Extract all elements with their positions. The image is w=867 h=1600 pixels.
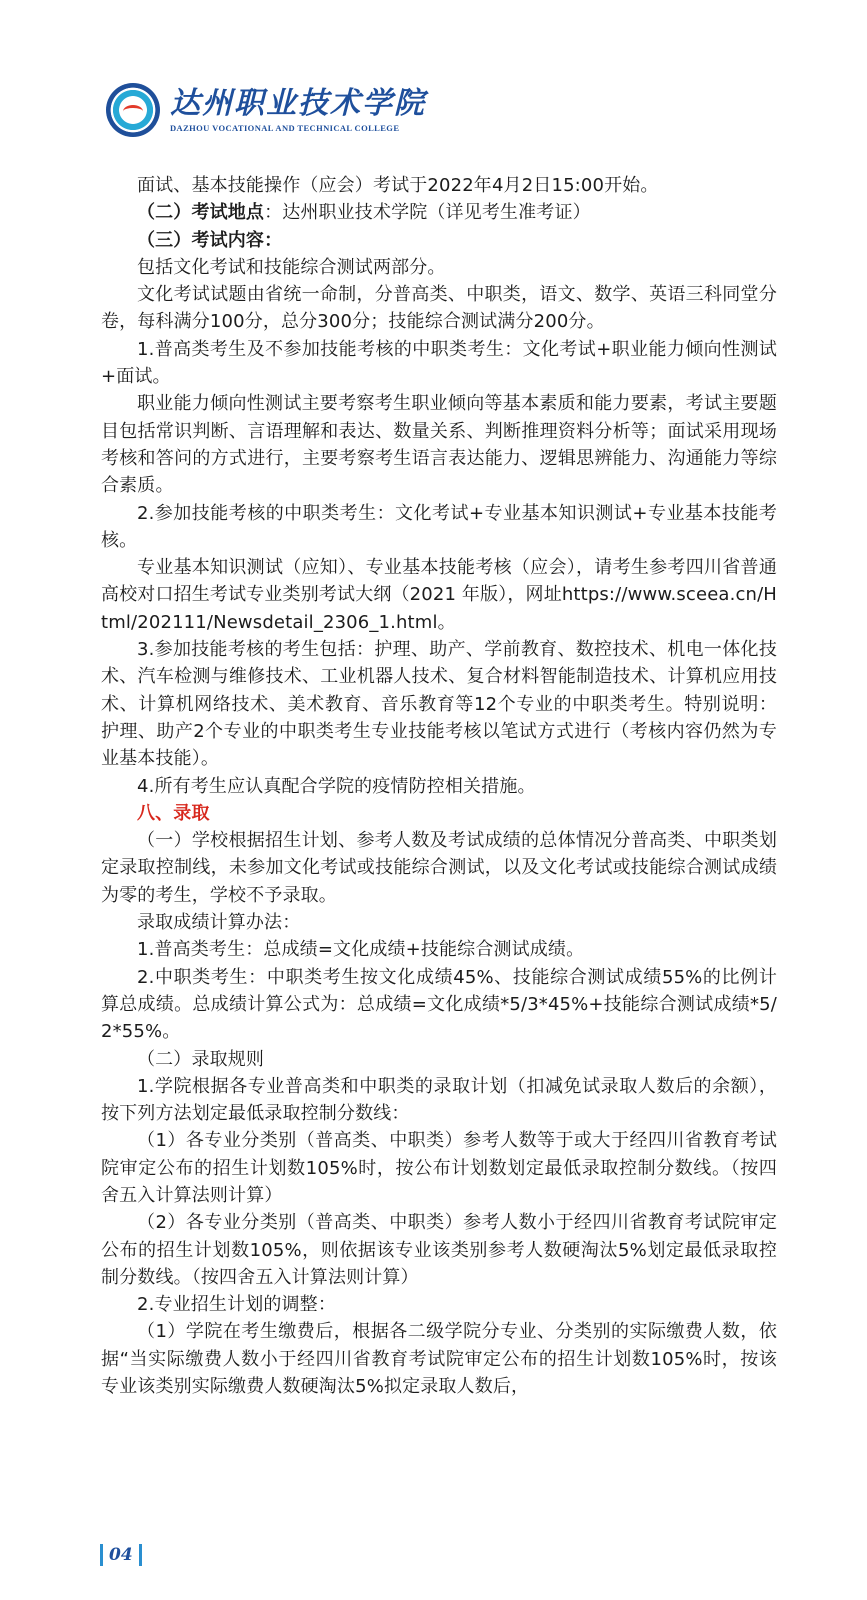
paragraph: （二）录取规则 (137, 1048, 265, 1070)
paragraph: 录取成绩计算办法： (137, 912, 301, 934)
footer-bar-right (139, 1544, 142, 1566)
document-body (101, 172, 777, 1400)
paragraph: 面试、基本技能操作（应会）考试于2022年4月2日15:00开始。 (137, 175, 659, 196)
paragraph: 3.参加技能考核的考生包括：护理、助产、学前教育、数控技术、机电一体化技术、汽车检测与维修技术、工业机器人技术、复合材料智能制造技术、计算机应用技术、计算机网络技术、美术教育、音乐教育等12个专业的中职类考生。特别说明：护理、助产2个专业的中职类考生专业技能考核以笔试方式进行（考核内容仍然为专业基本技能）。 (101, 639, 777, 770)
paragraph: （一）学校根据招生计划、参考人数及考试成绩的总体情况分普高类、中职类划定录取控制线，未参加文化考试或技能综合测试，以及文化考试或技能综合测试成绩为零的考生，学校不予录取。 (101, 830, 777, 906)
paragraph: 文化考试试题由省统一命制，分普高类、中职类，语文、数学、英语三科同堂分卷，每科满分100分，总分300分；技能综合测试满分200分。 (101, 284, 777, 333)
paragraph: （三）考试内容： (137, 229, 283, 251)
paragraph: 专业基本知识测试（应知）、专业基本技能考核（应会），请考生参考四川省普通高校对口招生考试专业类别考试大纲（2021 年版），网址https://www.sceea.cn/Html/202111/Newsdetail_2306_1.html。 (101, 557, 777, 633)
section-heading: 八、录取 (137, 802, 210, 824)
school-name-en: DAZHOU VOCATIONAL AND TECHNICAL COLLEGE (170, 123, 400, 133)
paragraph: （2）各专业分类别（普高类、中职类）参考人数小于经四川省教育考试院审定公布的招生计划数105%，则依据该专业该类别参考人数硬淘汰5%划定最低录取控制分数线。（按四舍五入计算法则计算） (101, 1212, 777, 1288)
paragraph: 职业能力倾向性测试主要考察考生职业倾向等基本素质和能力要素，考试主要题目包括常识判断、言语理解和表达、数量关系、判断推理资料分析等；面试采用现场考核和答问的方式进行，主要考察考生语言表达能力、逻辑思辨能力、沟通能力等综合素质。 (101, 393, 777, 497)
school-name-cn: 达州职业技术学院 (170, 86, 426, 121)
page-footer (100, 1542, 142, 1568)
school-name (170, 87, 426, 133)
paragraph: 2.中职类考生：中职类考生按文化成绩45%、技能综合测试成绩55%的比例计算总成绩。总成绩计算公式为：总成绩=文化成绩*5/3*45%+技能综合测试成绩*5/2*55%。 (101, 966, 777, 1043)
college-emblem-icon (106, 83, 160, 137)
section-label: （二）考试地点 (137, 202, 265, 224)
page-header (106, 80, 426, 140)
paragraph: （二）考试地点：达州职业技术学院（详见考生准考证） (137, 202, 591, 224)
paragraph: 包括文化考试和技能综合测试两部分。 (137, 256, 446, 278)
page-number: 04 (109, 1545, 133, 1565)
paragraph: （1）学院在考生缴费后，根据各二级学院分专业、分类别的实际缴费人数，依据“当实际缴费人数小于经四川省教育考试院审定公布的招生计划数105%时，按该专业该类别实际缴费人数硬淘汰5%拟定录取人数后， (101, 1321, 777, 1398)
paragraph: 2.参加技能考核的中职类考生：文化考试+专业基本知识测试+专业基本技能考核。 (101, 502, 777, 551)
paragraph: 2.专业招生计划的调整： (137, 1294, 336, 1316)
paragraph: 1.普高类考生：总成绩=文化成绩+技能综合测试成绩。 (137, 939, 585, 961)
paragraph: 1.学院根据各专业普高类和中职类的录取计划（扣减免试录取人数后的余额），按下列方法划定最低录取控制分数线： (101, 1075, 777, 1125)
paragraph: （1）各专业分类别（普高类、中职类）参考人数等于或大于经四川省教育考试院审定公布的招生计划数105%时，按公布计划数划定最低录取控制分数线。（按四舍五入计算法则计算） (101, 1130, 777, 1206)
section-label: （三）考试内容 (137, 229, 265, 251)
paragraph: 1.普高类考生及不参加技能考核的中职类考生：文化考试+职业能力倾向性测试+面试。 (101, 338, 777, 388)
paragraph: 4.所有考生应认真配合学院的疫情防控相关措施。 (137, 775, 536, 797)
